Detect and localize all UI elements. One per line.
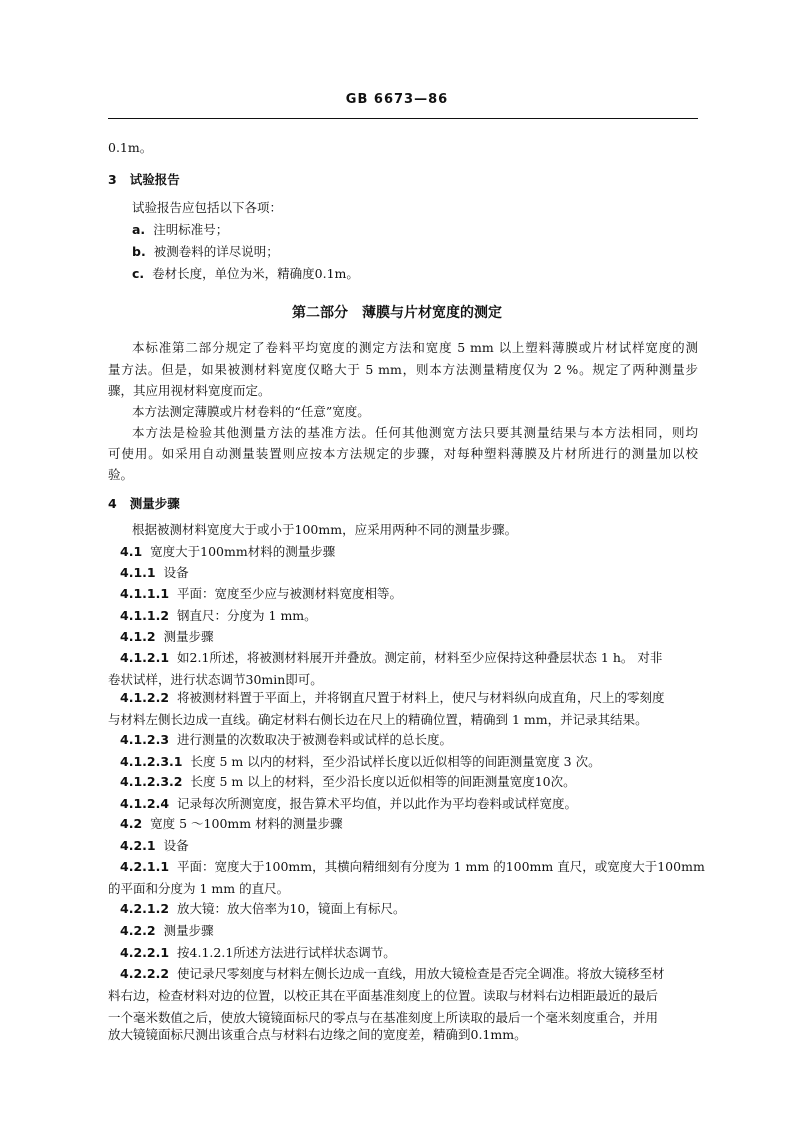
clause-line (120, 627, 698, 647)
section-3-heading (108, 170, 698, 190)
clause-text: 使记录尺零刻度与材料左侧长边成一直线，用放大镜检查是否完全调准。将放大镜移至材 (177, 966, 665, 981)
clause-text: 长度 5 m 以上的材料，至少沿长度以近似相等的间距测量宽度10次。 (190, 774, 576, 789)
clause-line (120, 794, 698, 814)
clause-continuation (108, 710, 698, 730)
standard-number-header: GB 6673—86 (345, 92, 449, 107)
clause-text: 卷状试样，进行状态调节30min即可。 (108, 672, 323, 687)
paragraph-line: 本方法测定薄膜或片材卷料的“任意”宽度。 (132, 404, 370, 419)
clause-line (120, 648, 698, 668)
clause-number: 4.1.2.2 (120, 690, 170, 705)
section-3-title: 试验报告 (129, 172, 180, 187)
clause-text: 的平面和分度为 1 mm 的直尺。 (108, 881, 290, 896)
paragraph-line: 本标准第二部分规定了卷料平均宽度的测定方法和宽度 5 mm 以上塑料薄膜或片材试样宽度的测 (132, 340, 698, 355)
clause-line (120, 857, 705, 877)
clause-text: 放大镜镜面标尺测出该重合点与材料右边缘之间的宽度差，精确到0.1mm。 (108, 1027, 527, 1042)
list-item: c. 卷材长度，单位为米，精确度0.1m。 (132, 266, 359, 281)
section-4-heading (108, 494, 698, 514)
clause-number: 4.2.1.1 (120, 859, 170, 874)
clause-line (120, 964, 698, 984)
clause-number: 4.1.2.3 (120, 732, 170, 747)
clause-line (120, 752, 698, 772)
clause-number: 4.2.2.2 (120, 966, 170, 981)
paragraph-line: 可使用。如采用自动测量装置则应按本方法规定的步骤，对每种塑料薄膜及片材所进行的测量加以校 (108, 446, 698, 461)
clause-line (120, 688, 698, 708)
clause-line (120, 542, 698, 562)
clause-number: 4.1.1.1 (120, 586, 170, 601)
paragraph-line: 本方法是检验其他测量方法的基准方法。任何其他测宽方法只要其测量结果与本方法相同，则均 (132, 425, 698, 440)
section-3-intro: 试验报告应包括以下各项： (132, 200, 283, 215)
clause-number: 4.2.2.1 (120, 945, 170, 960)
clause-continuation (108, 670, 698, 690)
clause-line (120, 814, 698, 834)
clause-line (120, 943, 698, 963)
clause-text: 料右边，检查材料对边的位置，以校正其在平面基准刻度上的位置。读取与材料右边相距最近的最后 (108, 988, 659, 1003)
clause-text: 测量步骤 (163, 923, 214, 938)
clause-number: 4.1.2.1 (120, 650, 170, 665)
clause-text: 设备 (163, 565, 189, 580)
section-4-intro: 根据被测材料宽度大于或小于100mm，应采用两种不同的测量步骤。 (132, 522, 518, 537)
clause-line (120, 921, 698, 941)
clause-line (120, 836, 698, 856)
clause-line (120, 730, 698, 750)
clause-line (120, 772, 698, 792)
clause-number: 4.2 (120, 816, 143, 831)
clause-text: 宽度 5 ～100mm 材料的测量步骤 (150, 816, 343, 831)
clause-text: 一个毫米数值之后，使放大镜镜面标尺的零点与在基准刻度上所读取的最后一个毫米刻度重合，并用 (108, 1010, 659, 1025)
header-rule (108, 118, 698, 119)
clause-continuation (108, 986, 698, 1006)
clause-text: 宽度大于100mm材料的测量步骤 (150, 544, 336, 559)
clause-number: 4.2.1.2 (120, 901, 170, 916)
clause-text: 设备 (163, 838, 189, 853)
section-4-title: 测量步骤 (129, 496, 180, 511)
clause-text: 与材料左侧长边成一直线。确定材料右侧长边在尺上的精确位置，精确到 1 mm，并记录其结果。 (108, 712, 648, 727)
clause-text: 放大镜：放大倍率为10，镜面上有标尺。 (177, 901, 406, 916)
clause-number: 4.1.2.3.2 (120, 774, 183, 789)
clause-continuation (108, 1025, 698, 1045)
list-item: a. 注明标准号； (132, 222, 229, 237)
clause-number: 4.1.2.4 (120, 796, 170, 811)
clause-line (120, 563, 698, 583)
clause-number: 4.1.1.2 (120, 608, 170, 623)
clause-text: 记录每次所测宽度，报告算术平均值，并以此作为平均卷料或试样宽度。 (177, 796, 578, 811)
list-item: b. 被测卷料的详尽说明； (132, 244, 279, 259)
paragraph-line: 量方法。但是，如果被测材料宽度仅略大于 5 mm，则本方法测量精度仅为 2 %。规定了两种测量步 (108, 362, 698, 377)
continuation-line: 0.1m。 (108, 140, 153, 155)
clause-number: 4.1.2.3.1 (120, 754, 183, 769)
section-3-number: 3 (108, 172, 117, 187)
clause-number: 4.1 (120, 544, 143, 559)
clause-text: 长度 5 m 以内的材料，至少沿试样长度以近似相等的间距测量宽度 3 次。 (190, 754, 601, 769)
clause-line (120, 584, 698, 604)
clause-text: 平面：宽度至少应与被测材料宽度相等。 (177, 586, 403, 601)
clause-text: 测量步骤 (163, 629, 214, 644)
clause-number: 4.2.1 (120, 838, 156, 853)
clause-number: 4.1.2 (120, 629, 156, 644)
paragraph-line: 验。 (108, 467, 134, 482)
paragraph-line: 骤，其应用视材料宽度而定。 (108, 383, 271, 398)
clause-continuation (108, 879, 698, 899)
section-4-number: 4 (108, 496, 117, 511)
clause-text: 将被测材料置于平面上，并将钢直尺置于材料上，使尺与材料纵向成直角，尺上的零刻度 (177, 690, 665, 705)
clause-text: 进行测量的次数取决于被测卷料或试样的总长度。 (177, 732, 453, 747)
clause-line (120, 606, 698, 626)
clause-text: 钢直尺：分度为 1 mm。 (177, 608, 317, 623)
clause-line (120, 899, 698, 919)
clause-number: 4.1.1 (120, 565, 156, 580)
clause-text: 如2.1所述，将被测材料展开并叠放。测定前，材料至少应保持这种叠层状态 1 h。 对非 (177, 650, 663, 665)
clause-number: 4.2.2 (120, 923, 156, 938)
part-2-title: 第二部分 薄膜与片材宽度的测定 (292, 305, 502, 321)
clause-text: 按4.1.2.1所述方法进行试样状态调节。 (177, 945, 396, 960)
clause-text: 平面：宽度大于100mm，其横向精细刻有分度为 1 mm 的100mm 直尺，或宽度大于100mm (177, 859, 705, 874)
